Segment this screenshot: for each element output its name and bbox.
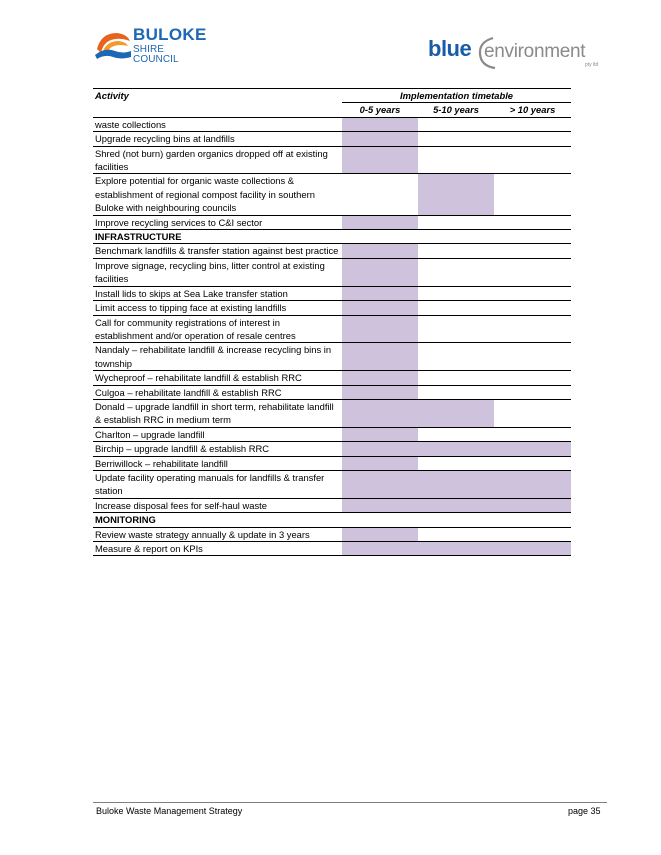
timetable-cell: [494, 399, 571, 427]
timetable-cell-shaded: [418, 498, 494, 512]
timetable-cell-shaded: [342, 527, 418, 541]
activity-cell: Increase disposal fees for self-haul waste: [93, 498, 342, 512]
timetable-cell: [494, 117, 571, 131]
timetable-cell: [418, 301, 494, 315]
timetable-cell-shaded: [342, 132, 418, 146]
timetable-cell-shaded: [342, 301, 418, 315]
activity-cell: Nandaly – rehabilitate landfill & increase recycling bins in township: [93, 343, 342, 371]
table-row: [93, 371, 571, 385]
timetable-cell-shaded: [342, 498, 418, 512]
logo-word-blue: blue: [428, 36, 472, 61]
timetable-cell: [418, 244, 494, 258]
timetable-cell-shaded: [342, 286, 418, 300]
timetable-cell: [342, 230, 418, 244]
timetable-cell: [494, 371, 571, 385]
table-row: [93, 456, 571, 470]
timetable-cell: [418, 371, 494, 385]
timetable-cell: [418, 117, 494, 131]
timetable-cell-shaded: [418, 399, 494, 427]
period-header: 0-5 years: [342, 103, 418, 117]
table-row: [93, 117, 571, 131]
activity-cell: Improve signage, recycling bins, litter control at existing facilities: [93, 258, 342, 286]
footer-divider: [93, 802, 607, 803]
timetable-cell: [418, 427, 494, 441]
timetable-cell-shaded: [342, 399, 418, 427]
timetable-cell: [494, 230, 571, 244]
activity-cell: Berriwillock – rehabilitate landfill: [93, 456, 342, 470]
buloke-shire-council-logo: [93, 24, 207, 68]
timetable-cell: [418, 230, 494, 244]
timetable-cell: [494, 301, 571, 315]
timetable-cell: [342, 174, 418, 215]
timetable-cell: [494, 258, 571, 286]
table-row: [93, 399, 571, 427]
table-row: [93, 174, 571, 215]
activity-cell: Benchmark landfills & transfer station against best practice: [93, 244, 342, 258]
period-header: > 10 years: [494, 103, 571, 117]
table-row: [93, 343, 571, 371]
timetable-cell-shaded: [494, 442, 571, 456]
logo-suffix: pty ltd: [585, 62, 599, 68]
timetable-cell: [418, 343, 494, 371]
timetable-cell: [494, 244, 571, 258]
timetable-cell: [418, 385, 494, 399]
timetable-cell-shaded: [342, 385, 418, 399]
timetable-cell-shaded: [342, 470, 418, 498]
timetable-cell: [494, 146, 571, 174]
timetable-cell-shaded: [494, 470, 571, 498]
activity-cell: Call for community registrations of interest in establishment and/or operation of resale centres: [93, 315, 342, 343]
timetable-cell: [418, 315, 494, 343]
activity-cell: Measure & report on KPIs: [93, 542, 342, 556]
timetable-cell-shaded: [494, 498, 571, 512]
period-header: 5-10 years: [418, 103, 494, 117]
timetable-cell: [494, 132, 571, 146]
timetable-cell: [418, 215, 494, 229]
table-row: [93, 427, 571, 441]
activity-cell: Donald – upgrade landfill in short term, rehabilitate landfill & establish RRC in medium term: [93, 399, 342, 427]
activity-cell: Update facility operating manuals for landfills & transfer station: [93, 470, 342, 498]
blue-environment-logo: [428, 36, 608, 74]
table-row: [93, 244, 571, 258]
timetable-cell: [494, 174, 571, 215]
timetable-cell: [418, 286, 494, 300]
timetable-cell-shaded: [494, 542, 571, 556]
table-row: [93, 315, 571, 343]
timetable-cell: [418, 132, 494, 146]
timetable-cell: [418, 513, 494, 527]
activity-cell: Explore potential for organic waste collections & establishment of regional compost facility in southern Buloke with neighbouring councils: [93, 174, 342, 215]
timetable-cell: [418, 456, 494, 470]
timetable-cell: [418, 146, 494, 174]
timetable-cell-shaded: [342, 371, 418, 385]
timetable-cell: [418, 527, 494, 541]
timetable-cell-shaded: [342, 117, 418, 131]
timetable-cell: [342, 513, 418, 527]
activity-header: Activity: [93, 89, 342, 103]
timetable-cell: [494, 527, 571, 541]
table-row: [93, 385, 571, 399]
timetable-cell-shaded: [342, 456, 418, 470]
table-row: [93, 132, 571, 146]
activity-cell: Culgoa – rehabilitate landfill & establish RRC: [93, 385, 342, 399]
activity-cell: Improve recycling services to C&I sector: [93, 215, 342, 229]
timetable-cell-shaded: [342, 215, 418, 229]
activity-cell: Install lids to skips at Sea Lake transfer station: [93, 286, 342, 300]
timetable-cell: [494, 513, 571, 527]
activity-cell: Upgrade recycling bins at landfills: [93, 132, 342, 146]
table-row: [93, 498, 571, 512]
table-row: [93, 527, 571, 541]
timetable-cell: [494, 286, 571, 300]
timetable-cell-shaded: [342, 146, 418, 174]
activity-cell: Review waste strategy annually & update in 3 years: [93, 527, 342, 541]
council-name: BULOKE: [133, 25, 207, 44]
timetable-cell-shaded: [342, 258, 418, 286]
activity-cell: Charlton – upgrade landfill: [93, 427, 342, 441]
footer-page-number: page 35: [568, 806, 601, 816]
section-heading: INFRASTRUCTURE: [93, 230, 342, 244]
timetable-cell: [494, 427, 571, 441]
council-subtitle: SHIRE COUNCIL: [133, 44, 179, 65]
timetable-cell: [494, 385, 571, 399]
section-row: [93, 513, 571, 527]
timetable-cell-shaded: [342, 442, 418, 456]
activity-cell: Birchip – upgrade landfill & establish RRC: [93, 442, 342, 456]
section-row: [93, 230, 571, 244]
activity-header-spacer: [93, 103, 342, 117]
timetable-cell-shaded: [418, 542, 494, 556]
implementation-timetable: [93, 88, 571, 556]
buloke-emblem-icon: [93, 27, 133, 67]
footer-document-title: Buloke Waste Management Strategy: [96, 806, 243, 816]
activity-cell: Shred (not burn) garden organics dropped off at existing facilities: [93, 146, 342, 174]
timetable-cell: [494, 343, 571, 371]
table-row: [93, 542, 571, 556]
timetable-cell-shaded: [342, 427, 418, 441]
timetable-cell-shaded: [342, 343, 418, 371]
table-row: [93, 470, 571, 498]
timetable-cell-shaded: [342, 542, 418, 556]
table-row: [93, 301, 571, 315]
logo-word-environment: environment: [484, 41, 586, 62]
timetable-cell-shaded: [418, 470, 494, 498]
section-heading: MONITORING: [93, 513, 342, 527]
timetable-cell-shaded: [418, 442, 494, 456]
activity-cell: Wycheproof – rehabilitate landfill & establish RRC: [93, 371, 342, 385]
timetable-cell: [494, 315, 571, 343]
timetable-cell: [494, 456, 571, 470]
timetable-cell: [494, 215, 571, 229]
table-row: [93, 442, 571, 456]
activity-cell: waste collections: [93, 117, 342, 131]
timetable-cell-shaded: [342, 315, 418, 343]
activity-cell: Limit access to tipping face at existing landfills: [93, 301, 342, 315]
table-row: [93, 286, 571, 300]
timetable-cell-shaded: [418, 174, 494, 215]
table-row: [93, 215, 571, 229]
timetable-cell: [418, 258, 494, 286]
table-row: [93, 146, 571, 174]
timetable-header: Implementation timetable: [342, 89, 571, 103]
timetable-cell-shaded: [342, 244, 418, 258]
table-row: [93, 258, 571, 286]
